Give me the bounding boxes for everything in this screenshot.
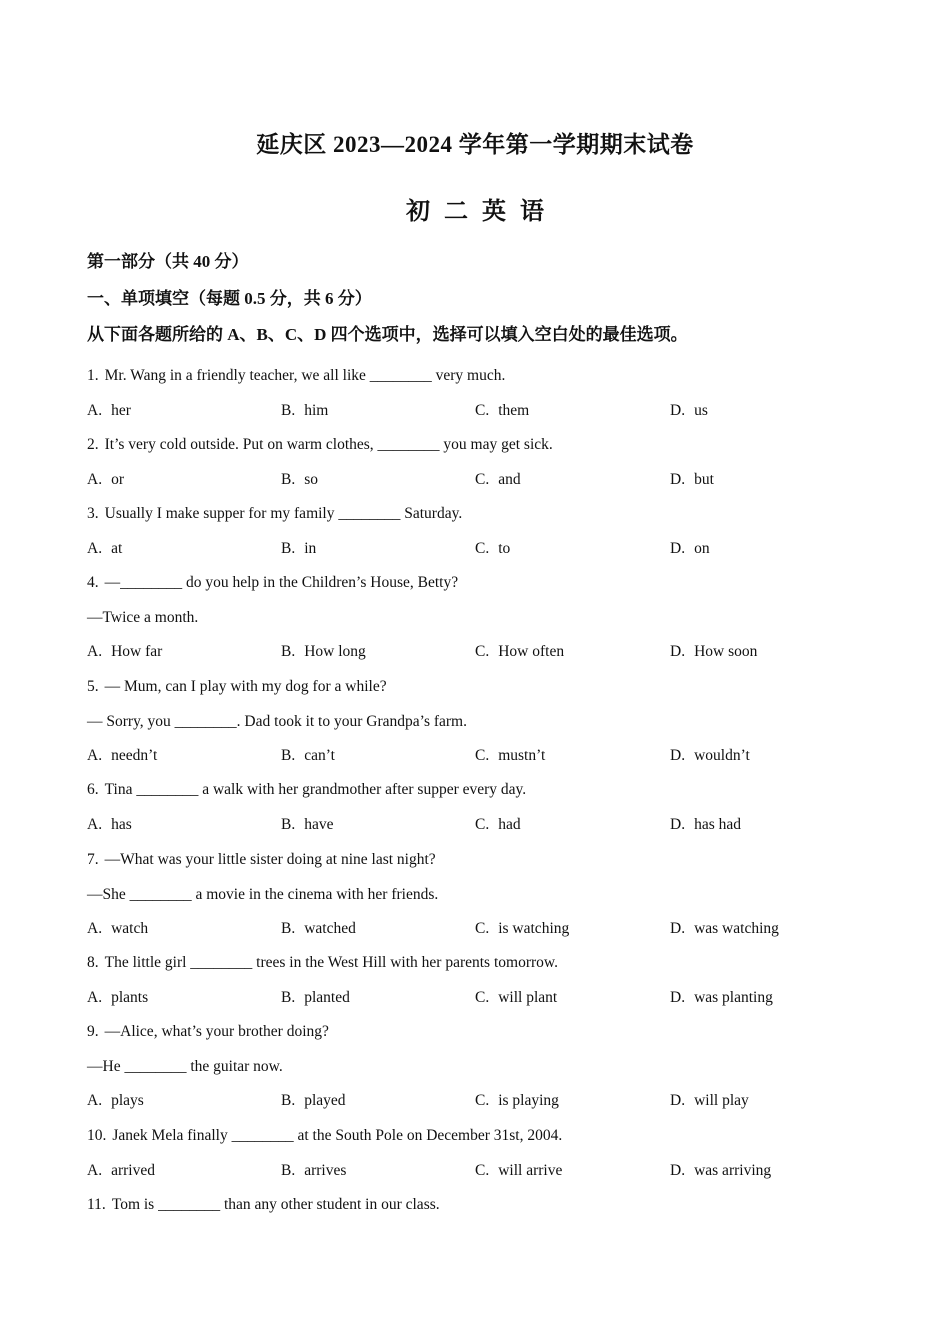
option-letter: C. [475, 988, 490, 1006]
option-text: him [304, 401, 329, 419]
option-c[interactable] [475, 747, 545, 765]
option-c[interactable] [475, 540, 510, 558]
option-text: How often [498, 643, 565, 660]
option-a[interactable] [87, 989, 148, 1007]
option-text: her [111, 401, 131, 419]
option-text: has had [694, 815, 741, 833]
question-dialogue-line [87, 713, 467, 731]
option-text: was planting [694, 988, 773, 1006]
question-stem [87, 851, 436, 869]
option-letter: B. [281, 401, 296, 419]
option-c[interactable] [475, 471, 521, 489]
option-d[interactable] [670, 747, 750, 765]
option-letter: D. [670, 1161, 686, 1179]
question-text: Tina ________ a walk with her grandmother after supper every day. [104, 781, 527, 798]
question-text: —________ do you help in the Children’s House, Betty? [104, 574, 459, 591]
question-stem [87, 505, 462, 523]
question-stem [87, 678, 387, 696]
option-a[interactable] [87, 1162, 155, 1180]
option-letter: B. [281, 1092, 296, 1109]
option-d[interactable] [670, 1092, 749, 1110]
option-b[interactable] [281, 816, 333, 834]
option-letter: D. [670, 988, 686, 1006]
question-text: —What was your little sister doing at nine last night? [104, 851, 436, 868]
option-a[interactable] [87, 747, 157, 765]
options-row [87, 471, 867, 493]
option-letter: C. [475, 1092, 490, 1109]
question-text: —Twice a month. [87, 608, 199, 626]
option-letter: D. [670, 747, 686, 764]
option-letter: A. [87, 815, 103, 833]
option-d[interactable] [670, 989, 773, 1007]
option-b[interactable] [281, 402, 328, 420]
option-text: have [304, 815, 334, 833]
question-stem [87, 574, 458, 592]
option-letter: C. [475, 470, 490, 488]
question-stem [87, 367, 505, 385]
options-row [87, 816, 867, 838]
question-number: 5. [87, 678, 99, 695]
option-text: is playing [498, 1092, 559, 1109]
option-letter: C. [475, 1161, 490, 1179]
option-b[interactable] [281, 989, 350, 1007]
option-c[interactable] [475, 816, 521, 834]
option-text: watch [111, 920, 149, 937]
question-stem [87, 1023, 329, 1041]
option-a[interactable] [87, 643, 162, 661]
question-stem [87, 1196, 440, 1214]
option-text: them [498, 401, 530, 419]
option-d[interactable] [670, 643, 757, 661]
option-letter: D. [670, 1092, 686, 1109]
options-row [87, 643, 867, 665]
question-stem [87, 954, 558, 972]
question-dialogue-line [87, 886, 438, 904]
option-letter: D. [670, 643, 686, 660]
question-dialogue-line [87, 609, 198, 627]
option-c[interactable] [475, 643, 564, 661]
option-d[interactable] [670, 471, 714, 489]
question-stem [87, 436, 553, 454]
option-letter: B. [281, 643, 296, 660]
option-text: plays [111, 1092, 144, 1109]
option-b[interactable] [281, 471, 318, 489]
option-letter: C. [475, 401, 490, 419]
question-text: — Sorry, you ________. Dad took it to your Grandpa’s farm. [87, 712, 467, 730]
option-letter: D. [670, 920, 686, 937]
question-text: Janek Mela finally ________ at the South Pole on December 31st, 2004. [112, 1127, 563, 1144]
option-letter: B. [281, 470, 296, 488]
option-letter: D. [670, 539, 686, 557]
question-text: Usually I make supper for my family ________ Saturday. [104, 505, 463, 522]
option-d[interactable] [670, 1162, 771, 1180]
section-instruction: 从下面各题所给的 A、B、C、D 四个选项中，选择可以填入空白处的最佳选项。 [87, 325, 688, 344]
option-letter: D. [670, 470, 686, 488]
question-number: 8. [87, 954, 99, 971]
exam-subtitle: 初二英语 [406, 199, 558, 225]
question-text: Tom is ________ than any other student in our class. [111, 1196, 440, 1213]
question-text: It’s very cold outside. Put on warm clothes, ________ you may get sick. [104, 436, 553, 453]
option-text: plants [111, 988, 149, 1006]
options-row [87, 1092, 867, 1114]
option-text: but [694, 470, 714, 488]
option-text: in [304, 539, 317, 557]
option-letter: A. [87, 470, 103, 488]
option-a[interactable] [87, 816, 132, 834]
option-text: will arrive [498, 1161, 563, 1179]
option-letter: A. [87, 1161, 103, 1179]
option-text: How long [304, 643, 366, 660]
option-text: so [304, 470, 319, 488]
exam-title: 延庆区 2023—2024 学年第一学期期末试卷 [256, 132, 694, 157]
option-text: How far [111, 643, 163, 660]
question-number: 9. [87, 1023, 99, 1040]
option-d[interactable] [670, 920, 779, 938]
option-text: us [694, 401, 708, 419]
option-b[interactable] [281, 643, 366, 661]
option-letter: C. [475, 539, 490, 557]
option-letter: C. [475, 815, 490, 833]
option-text: to [498, 539, 511, 557]
option-a[interactable] [87, 1092, 144, 1110]
option-letter: C. [475, 747, 490, 764]
question-dialogue-line [87, 1058, 283, 1076]
option-c[interactable] [475, 1092, 559, 1110]
option-text: is watching [498, 920, 570, 937]
question-text: —Alice, what’s your brother doing? [104, 1023, 329, 1040]
option-b[interactable] [281, 747, 335, 765]
option-text: needn’t [111, 747, 158, 764]
option-letter: D. [670, 815, 686, 833]
section-heading: 一、单项填空（每题 0.5 分，共 6 分） [87, 289, 372, 308]
part-heading: 第一部分（共 40 分） [87, 252, 249, 271]
option-a[interactable] [87, 920, 148, 938]
options-row [87, 989, 867, 1011]
option-c[interactable] [475, 1162, 562, 1180]
option-text: planted [304, 988, 350, 1006]
option-text: had [498, 815, 521, 833]
question-number: 1. [87, 367, 99, 384]
question-text: —She ________ a movie in the cinema with her friends. [87, 885, 439, 903]
option-text: was watching [694, 920, 779, 937]
option-b[interactable] [281, 540, 316, 558]
option-letter: A. [87, 747, 103, 764]
option-letter: D. [670, 401, 686, 419]
option-text: wouldn’t [694, 747, 750, 764]
option-letter: B. [281, 920, 296, 937]
option-a[interactable] [87, 402, 131, 420]
option-letter: A. [87, 539, 103, 557]
option-text: at [111, 539, 123, 557]
option-d[interactable] [670, 816, 741, 834]
option-text: can’t [304, 747, 335, 764]
option-letter: A. [87, 988, 103, 1006]
question-stem [87, 1127, 562, 1145]
option-letter: B. [281, 747, 296, 764]
question-number: 6. [87, 781, 99, 798]
option-text: arrives [304, 1161, 347, 1179]
question-number: 11. [87, 1196, 106, 1213]
option-b[interactable] [281, 1092, 346, 1110]
question-number: 2. [87, 436, 99, 453]
option-letter: A. [87, 643, 103, 660]
option-letter: A. [87, 920, 103, 937]
question-number: 7. [87, 851, 99, 868]
option-text: was arriving [694, 1161, 772, 1179]
question-text: —He ________ the guitar now. [87, 1057, 283, 1075]
option-letter: A. [87, 1092, 103, 1109]
question-stem [87, 781, 526, 799]
option-d[interactable] [670, 402, 708, 420]
option-d[interactable] [670, 540, 710, 558]
option-letter: C. [475, 920, 490, 937]
question-text: — Mum, can I play with my dog for a while? [104, 678, 387, 695]
option-text: watched [304, 920, 356, 937]
option-text: and [498, 470, 521, 488]
question-number: 3. [87, 505, 99, 522]
option-c[interactable] [475, 402, 529, 420]
option-text: or [111, 470, 124, 488]
option-text: arrived [111, 1161, 155, 1179]
option-text: will play [694, 1092, 749, 1109]
question-number: 10. [87, 1127, 107, 1144]
option-a[interactable] [87, 471, 124, 489]
option-text: mustn’t [498, 747, 546, 764]
option-letter: B. [281, 1161, 296, 1179]
option-b[interactable] [281, 920, 356, 938]
options-row [87, 402, 867, 424]
option-a[interactable] [87, 540, 122, 558]
option-letter: B. [281, 539, 296, 557]
options-row [87, 540, 867, 562]
option-b[interactable] [281, 1162, 346, 1180]
option-text: has [111, 815, 132, 833]
option-letter: C. [475, 643, 490, 660]
options-row [87, 747, 867, 769]
question-number: 4. [87, 574, 99, 591]
option-text: will plant [498, 988, 558, 1006]
options-row [87, 920, 867, 942]
question-text: Mr. Wang in a friendly teacher, we all like ________ very much. [104, 367, 506, 384]
options-row [87, 1162, 867, 1184]
question-text: The little girl ________ trees in the West Hill with her parents tomorrow. [104, 954, 558, 971]
option-text: played [304, 1092, 346, 1109]
option-letter: B. [281, 815, 296, 833]
option-c[interactable] [475, 989, 557, 1007]
option-letter: A. [87, 401, 103, 419]
option-letter: B. [281, 988, 296, 1006]
option-text: How soon [694, 643, 758, 660]
option-c[interactable] [475, 920, 569, 938]
option-text: on [694, 539, 710, 557]
